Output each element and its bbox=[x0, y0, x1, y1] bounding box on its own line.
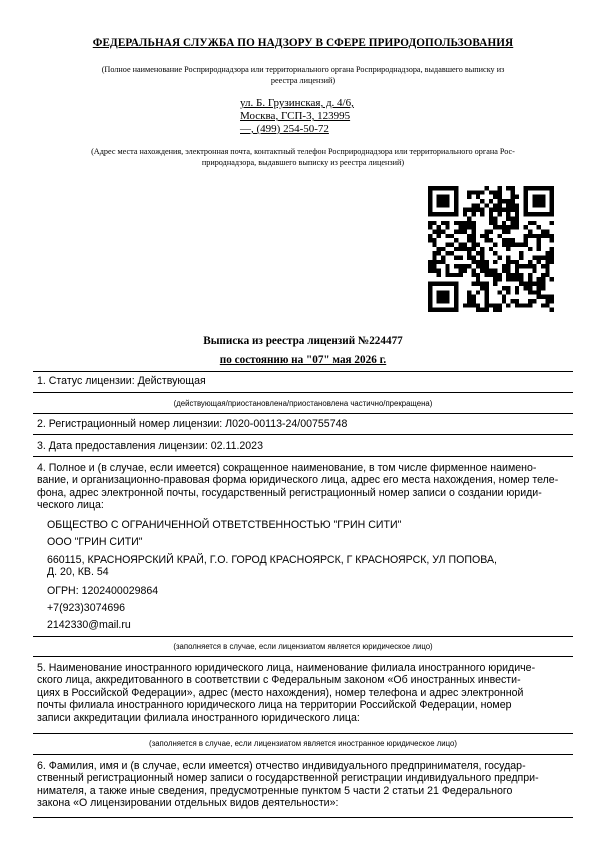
section-4-heading: 4. Полное и (в случае, если имеется) сокращенное наименование, в том числе фирменное наимено- вание, и организационно-правовая форма юридического лица, адрес его места нахождения, номер теле- фона, адрес электронной почты, государственный регистрационный номер записи о создании юриди- ческого лица: bbox=[37, 462, 559, 512]
entity-email: 2142330@mail.ru bbox=[47, 619, 131, 631]
divider bbox=[33, 754, 573, 755]
entity-full-name: ОБЩЕСТВО С ОГРАНИЧЕННОЙ ОТВЕТСТВЕННОСТЬЮ "ГРИН СИТИ" bbox=[47, 519, 402, 531]
address-note: (Адрес места нахождения, электронная почта, контактный телефон Росприроднадзора или территориального органа Рос- природнадзора, выдавшего выписку из реестра лицензий) bbox=[91, 147, 515, 167]
entity-phone: +7(923)3074696 bbox=[47, 602, 126, 614]
license-date: 3. Дата предоставления лицензии: 02.11.2023 bbox=[37, 440, 263, 452]
divider bbox=[33, 817, 573, 818]
divider bbox=[33, 371, 573, 372]
divider bbox=[33, 392, 573, 393]
registration-number: 2. Регистрационный номер лицензии: Л020-00113-24/00755748 bbox=[37, 418, 348, 430]
document-title: Выписка из реестра лицензий №224477 bbox=[203, 335, 403, 347]
entity-ogrn: ОГРН: 1202400029864 bbox=[47, 585, 159, 597]
section-6-heading: 6. Фамилия, имя и (в случае, если имеется) отчество индивидуального предпринимателя, государ- ственный регистрационный номер записи о государственной регистрации индивидуального предпри- нимателя, а также иные сведения, предусмотренные пунктом 5 части 2 статьи 21 Федерального закона «О лицензировании отдельных видов деятельности»: bbox=[37, 760, 539, 810]
divider bbox=[33, 413, 573, 414]
divider bbox=[33, 456, 573, 457]
agency-note: (Полное наименование Росприроднадзора или территориального органа Росприроднадзора, выдавшего выписку из реестра лицензий) bbox=[101, 65, 505, 85]
section-5-heading: 5. Наименование иностранного юридического лица, наименование филиала иностранного юридиче- ского лица, аккредитованного в соответствии с Федеральным законом «Об иностранных инвести- циях в Российской Федерации», адрес (место нахождения), номер телефона и адрес электронной почты филиала иностранного юридического лица на территории Российской Федерации, номер записи аккредитации филиала иностранного юридического лица: bbox=[37, 662, 536, 724]
divider bbox=[33, 636, 573, 637]
agency-address: ул. Б. Грузинская, д. 4/6, Москва, ГСП-3, 123995 —, (499) 254-50-72 bbox=[240, 97, 354, 135]
license-status-note: (действующая/приостановлена/приостановлена частично/прекращена) bbox=[173, 399, 433, 408]
divider bbox=[33, 733, 573, 734]
divider bbox=[33, 434, 573, 435]
section-5-note: (заполняется в случае, если лицензиатом является иностранное юридическое лицо) bbox=[149, 739, 457, 748]
divider bbox=[33, 656, 573, 657]
license-status: 1. Статус лицензии: Действующая bbox=[37, 375, 206, 387]
section-4-note: (заполняется в случае, если лицензиатом является юридическое лицо) bbox=[173, 642, 433, 651]
agency-title: ФЕДЕРАЛЬНАЯ СЛУЖБА ПО НАДЗОРУ В СФЕРЕ ПРИРОДОПОЛЬЗОВАНИЯ bbox=[92, 37, 514, 49]
entity-address: 660115, КРАСНОЯРСКИЙ КРАЙ, Г.О. ГОРОД КРАСНОЯРСК, Г КРАСНОЯРСК, УЛ ПОПОВА, Д. 20, КВ. 54 bbox=[47, 554, 497, 579]
document-date: по состоянию на "07" мая 2026 г. bbox=[219, 354, 387, 366]
entity-short-name: ООО "ГРИН СИТИ" bbox=[47, 536, 143, 548]
qr-code-icon bbox=[428, 186, 554, 312]
